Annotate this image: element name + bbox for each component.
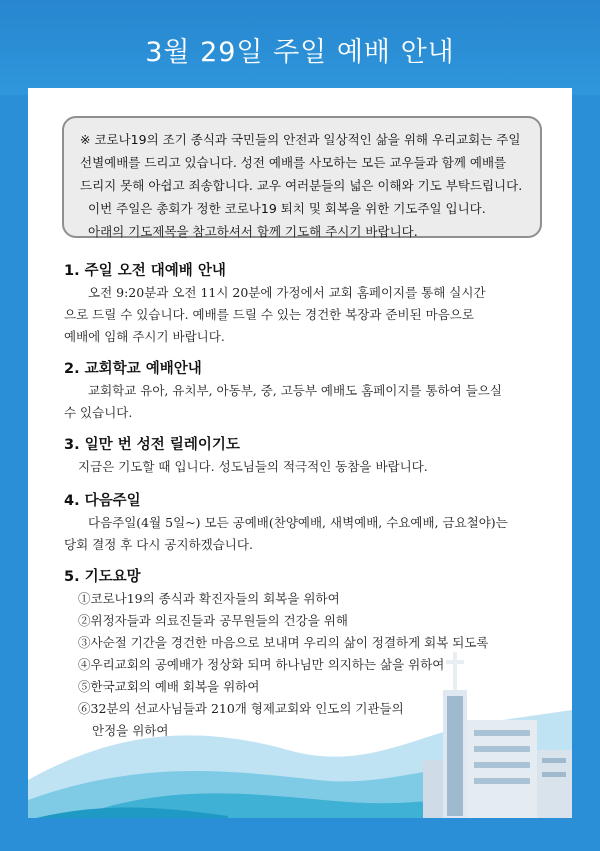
section-line: 다음주일(4월 5일~) 모든 공예배(찬양예배, 새벽예배, 수요예배, 금요철야)는 <box>88 515 508 530</box>
section-church-school <box>64 358 544 424</box>
section-line: 교회학교 유아, 유치부, 아동부, 중, 고등부 예배도 홈페이지를 통하여 들으실 <box>88 383 502 398</box>
prayer-item: ⑥32분의 선교사님들과 210개 형제교회와 인도의 기관들의 <box>78 701 404 716</box>
section-line: 오전 9:20분과 오전 11시 20분에 가정에서 교회 홈페이지를 통해 실시간 <box>88 285 486 300</box>
section-line: 으로 드릴 수 있습니다. 예배를 드릴 수 있는 경건한 복장과 준비된 마음으로 <box>64 307 474 322</box>
notice-line: 아래의 기도제목을 참고하셔서 함께 기도해 주시기 바랍니다. <box>88 224 418 239</box>
section-line: 수 있습니다. <box>64 405 133 420</box>
notice-line: 드리지 못해 아쉽고 죄송합니다. 교우 여러분들의 넓은 이해와 기도 부탁드립니다. <box>80 178 523 193</box>
prayer-item: ④우리교회의 공예배가 정상화 되며 하나님만 의지하는 삶을 위하여 <box>78 657 445 672</box>
section-line: 예배에 임해 주시기 바랍니다. <box>64 329 225 344</box>
section-relay-prayer <box>64 434 544 478</box>
notice-box <box>62 116 542 238</box>
section-sunday-service <box>64 260 544 348</box>
page-title: 3월 29일 주일 예배 안내 <box>145 37 455 68</box>
section-title: 4. 다음주일 <box>64 493 141 509</box>
prayer-item: ①코로나19의 종식과 확진자들의 회복을 위하여 <box>78 591 340 606</box>
notice-line: 이번 주일은 총회가 정한 코로나19 퇴치 및 회복을 위한 기도주일 입니다. <box>88 201 486 216</box>
prayer-item: ②위정자들과 의료진들과 공무원들의 건강을 위해 <box>78 613 348 628</box>
section-title: 3. 일만 번 성전 릴레이기도 <box>64 437 240 453</box>
prayer-item: ⑤한국교회의 예배 회복을 위하여 <box>78 679 260 694</box>
prayer-item: 안정을 위하여 <box>92 723 169 738</box>
section-title: 5. 기도요망 <box>64 569 141 585</box>
footer-band <box>0 818 600 851</box>
section-next-sunday <box>64 490 544 556</box>
section-line: 지금은 기도할 때 입니다. 성도님들의 적극적인 동참을 바랍니다. <box>78 459 428 474</box>
section-title: 1. 주일 오전 대예배 안내 <box>64 263 226 279</box>
notice-line: 선별예배를 드리고 있습니다. 성전 예배를 사모하는 모든 교우들과 함께 예배를 <box>80 155 507 170</box>
section-line: 당회 결정 후 다시 공지하겠습니다. <box>64 537 253 552</box>
church-landscape-illustration <box>28 630 572 820</box>
prayer-item: ③사순절 기간을 경건한 마음으로 보내며 우리의 삶이 정결하게 회복 되도록 <box>78 635 489 650</box>
section-title: 2. 교회학교 예배안내 <box>64 361 202 377</box>
notice-line: ※ 코로나19의 조기 종식과 국민들의 안전과 일상적인 삶을 위해 우리교회는 주일 <box>80 132 521 147</box>
announcement-card <box>28 88 572 820</box>
